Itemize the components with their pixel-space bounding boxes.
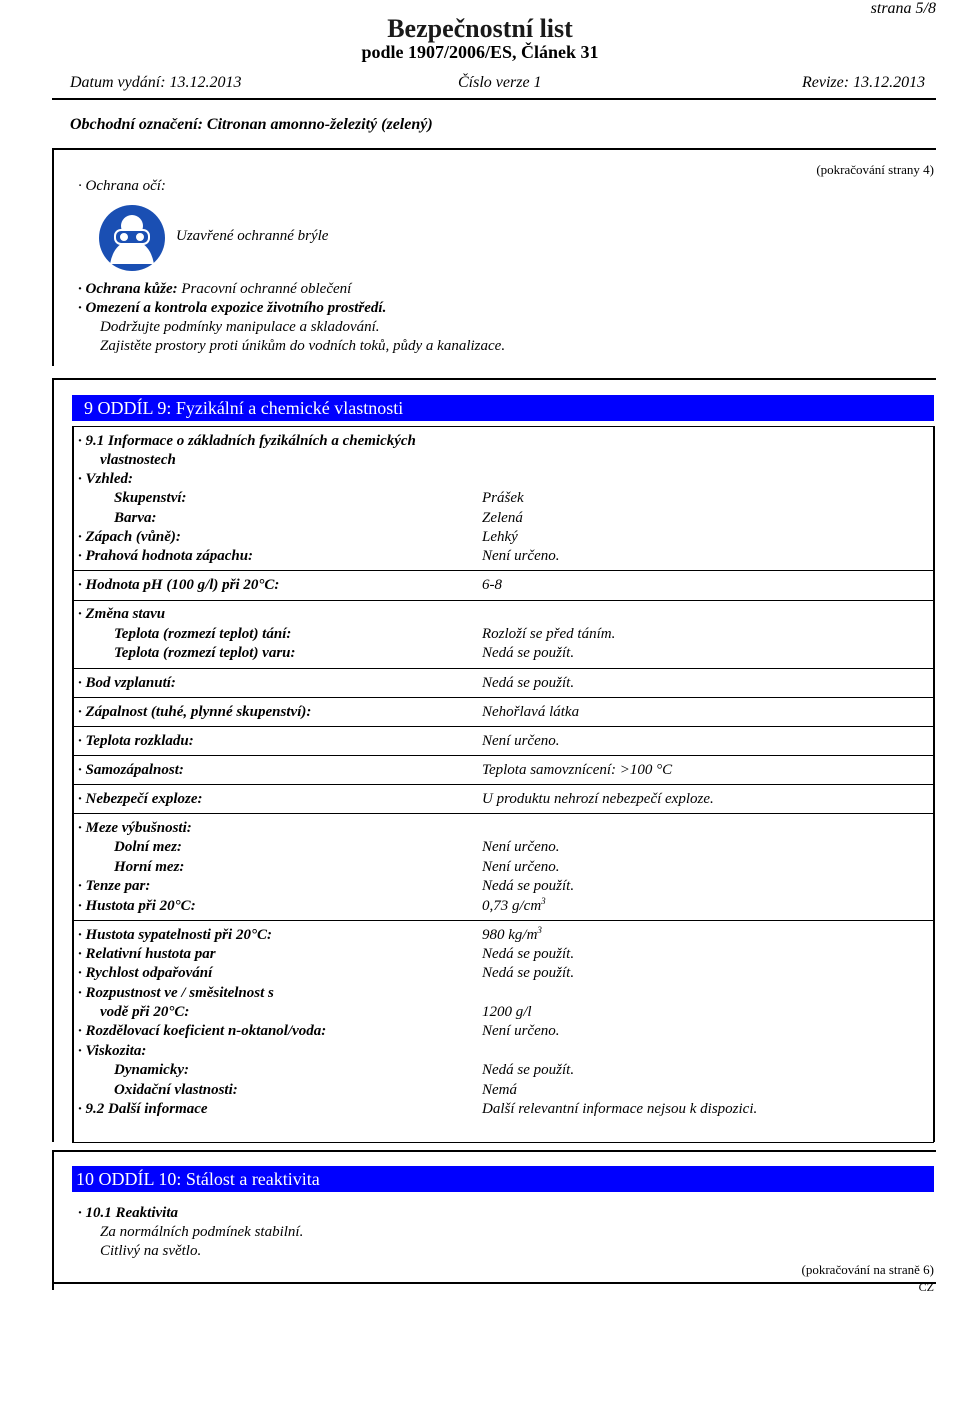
property-label: · Hodnota pH (100 g/l) při 20°C: xyxy=(78,577,280,593)
property-label: Skupenství: xyxy=(114,490,187,506)
property-label: · Tenze par: xyxy=(78,878,151,894)
section9-header: 9 ODDÍL 9: Fyzikální a chemické vlastnosti xyxy=(72,395,934,421)
property-value xyxy=(482,898,546,915)
property-label: · Viskozita: xyxy=(78,1043,147,1059)
superscript: 3 xyxy=(537,925,542,935)
property-label: · Změna stavu xyxy=(78,606,166,622)
skin-protection-value: Pracovní ochranné oblečení xyxy=(181,281,352,297)
section9-left-border xyxy=(52,378,54,1142)
reactivity-line-2: Citlivý na světlo. xyxy=(100,1243,202,1259)
continued-to: (pokračování na straně 6) xyxy=(801,1262,934,1277)
document-subtitle: podle 1907/2006/ES, Článek 31 xyxy=(361,42,599,62)
reactivity-line-1: Za normálních podmínek stabilní. xyxy=(100,1224,304,1240)
property-label: · Nebezpečí exploze: xyxy=(78,791,203,807)
property-label: · Zápalnost (tuhé, plynné skupenství): xyxy=(78,704,312,720)
property-label: · Meze výbušnosti: xyxy=(78,820,192,836)
section10-top-rule xyxy=(52,1150,936,1152)
property-value: Nedá se použít. xyxy=(482,965,575,981)
property-value: Nedá se použít. xyxy=(482,675,575,691)
goggles-text: Uzavřené ochranné brýle xyxy=(176,228,329,244)
property-label: Teplota (rozmezí teplot) varu: xyxy=(114,645,296,661)
header-rule xyxy=(52,98,936,100)
revision-date: Revize: 13.12.2013 xyxy=(802,74,926,91)
environment-exposure-label: · Omezení a kontrola expozice životního prostředí. xyxy=(78,300,387,316)
superscript: 3 xyxy=(541,896,546,906)
row-divider xyxy=(72,697,934,698)
density-value: 0,73 g/cm xyxy=(482,898,542,914)
property-label: Barva: xyxy=(114,510,157,526)
row-divider xyxy=(72,668,934,669)
trade-rule xyxy=(52,148,936,150)
property-value: Není určeno. xyxy=(482,1023,560,1039)
property-label: · Relativní hustota par xyxy=(78,946,216,962)
environment-line-2: Zajistěte prostory proti únikům do vodních toků, půdy a kanalizace. xyxy=(100,338,506,354)
environment-line-1: Dodržujte podmínky manipulace a skladování. xyxy=(100,319,380,335)
property-value: Rozloží se před táním. xyxy=(482,626,616,642)
appearance-label: · Vzhled: xyxy=(78,471,134,487)
skin-protection xyxy=(78,281,351,298)
property-label: · Hustota sypatelnosti při 20°C: xyxy=(78,927,272,943)
property-value: Zelená xyxy=(482,510,523,526)
trade-name: Obchodní označení: Citronan amonno-železitý (zelený) xyxy=(70,116,433,133)
row-divider xyxy=(72,600,934,601)
page-number: strana 5/8 xyxy=(870,0,936,17)
row-divider xyxy=(72,570,934,571)
language-code: CZ xyxy=(918,1280,934,1294)
property-label: · Samozápalnost: xyxy=(78,762,184,778)
version-number: Číslo verze 1 xyxy=(458,74,542,91)
property-label: · Bod vzplanutí: xyxy=(78,675,176,691)
property-value: U produktu nehrozí nebezpečí exploze. xyxy=(482,791,714,807)
property-value: Nedá se použít. xyxy=(482,878,575,894)
reactivity-title: · 10.1 Reaktivita xyxy=(78,1205,178,1221)
row-divider xyxy=(72,920,934,921)
goggles-icon xyxy=(98,204,166,272)
property-label: · Zápach (vůně): xyxy=(78,529,181,545)
row-divider xyxy=(72,813,934,814)
section8-border xyxy=(52,150,54,366)
property-value: Teplota samovznícení: >100 °C xyxy=(482,762,673,778)
property-value: Prášek xyxy=(482,490,524,506)
property-label: · Rozpustnost ve / směsitelnost s xyxy=(78,985,274,1001)
property-label: · 9.2 Další informace xyxy=(78,1101,208,1117)
property-value: Lehký xyxy=(482,529,518,545)
continued-from: (pokračování strany 4) xyxy=(816,162,934,177)
property-value: Není určeno. xyxy=(482,548,560,564)
property-value: Není určeno. xyxy=(482,839,560,855)
property-value: Nedá se použít. xyxy=(482,645,575,661)
eye-protection-label: · Ochrana očí: xyxy=(78,178,166,194)
document-title: Bezpečnostní list xyxy=(387,14,573,43)
property-value: 1200 g/l xyxy=(482,1004,532,1020)
property-label: Oxidační vlastnosti: xyxy=(114,1082,238,1098)
property-label: · Teplota rozkladu: xyxy=(78,733,194,749)
section9-1-title: · 9.1 Informace o základních fyzikálních a chemických xyxy=(78,433,416,449)
bottom-rule xyxy=(52,1282,936,1284)
property-label: · Rychlost odpařování xyxy=(78,965,213,981)
property-label: vodě při 20°C: xyxy=(100,1004,190,1020)
property-value: Není určeno. xyxy=(482,859,560,875)
property-label: Teplota (rozmezí teplot) tání: xyxy=(114,626,292,642)
section9-band-rule xyxy=(72,426,934,427)
property-label: · Hustota při 20°C: xyxy=(78,898,196,914)
property-label: Horní mez: xyxy=(114,859,185,875)
property-value: Nehořlavá látka xyxy=(482,704,580,720)
property-value xyxy=(482,927,542,944)
property-value: 6-8 xyxy=(482,577,502,593)
property-label: Dolní mez: xyxy=(114,839,182,855)
row-divider xyxy=(72,784,934,785)
property-value: Nemá xyxy=(482,1082,517,1098)
bulk-density-value: 980 kg/m xyxy=(482,927,538,943)
section9-top-rule xyxy=(52,378,936,380)
property-label: Dynamicky: xyxy=(114,1062,189,1078)
property-label: · Prahová hodnota zápachu: xyxy=(78,548,254,564)
section9-1-title-cont: vlastnostech xyxy=(100,452,176,468)
issue-date: Datum vydání: 13.12.2013 xyxy=(70,74,242,91)
property-value: Není určeno. xyxy=(482,733,560,749)
property-value: Další relevantní informace nejsou k dispozici. xyxy=(482,1101,758,1117)
section9-bottom-rule xyxy=(72,1142,934,1143)
property-value: Nedá se použít. xyxy=(482,1062,575,1078)
row-divider xyxy=(72,726,934,727)
property-label: · Rozdělovací koeficient n-oktanol/voda: xyxy=(78,1023,327,1039)
section10-header: 10 ODDÍL 10: Stálost a reaktivita xyxy=(72,1166,934,1192)
row-divider xyxy=(72,755,934,756)
section10-left-border xyxy=(52,1150,54,1290)
property-value: Nedá se použít. xyxy=(482,946,575,962)
skin-protection-label: · Ochrana kůže: xyxy=(78,281,178,297)
